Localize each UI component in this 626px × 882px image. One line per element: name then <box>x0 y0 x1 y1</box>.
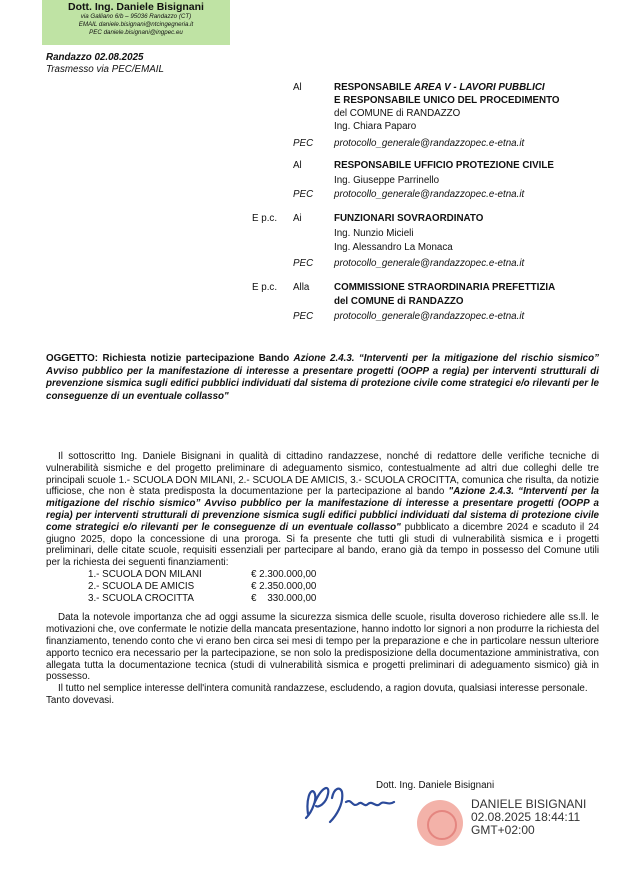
recipient-3-prefix: E p.c. <box>252 213 278 224</box>
recipient-2-to: Al <box>293 160 302 171</box>
paragraph-2: Data la notevole importanza che ad oggi assume la sicurezza sismica delle scuole, risulta doveroso richiedere alle ss.ll. le motivazioni che, ove confermate le notizie della mancata presentazione, hanno indotto lor signori a non produrre la richiesta del finanziamento, tenendo conto che vi erano ben circa sei mesi di tempo per la preparazione e che in particolare nessun ulteriore apporto tecnico era necessario per la partecipazione, se non solo la predisposizione della documentazione amministrativa, con allegata tutta la documentazione tecnica (studi di vulnerabilità sismica e progetti preliminari di adeguamento sismico) già in possesso. <box>46 612 599 683</box>
letterhead-box <box>42 0 230 45</box>
recipient-2-line-1: RESPONSABILE UFFICIO PROTEZIONE CIVILE <box>334 160 554 171</box>
recipient-2-pec[interactable]: protocollo_generale@randazzopec.e-etna.it <box>334 189 525 200</box>
subject-title: Azione 2.4.3. “Interventi per la mitigazione del rischio sismico” Avviso pubblico per la manifestazione di interesse a presentare progetti (OOPP a regia) per interventi strutturali di prevenzione sismica sugli edifici pubblici individuati dal sistema di protezione civile come strategici e/o rilevanti per le conseguenze di un eventuale collasso" <box>46 353 600 402</box>
sent-via: Trasmesso via PEC/EMAIL <box>46 64 164 75</box>
letterhead-email: EMAIL daniele.bisignani@ntcingegneria.it <box>78 21 194 28</box>
letter-body <box>46 451 599 707</box>
letterhead-name: Dott. Ing. Daniele Bisignani <box>68 1 204 13</box>
recipient-4-line-1: COMMISSIONE STRAORDINARIA PREFETTIZIA <box>334 282 556 293</box>
recipient-4-pec-label: PEC <box>293 311 314 322</box>
paragraph-4: Tanto dovevasi. <box>46 694 115 706</box>
recipient-1-line-3: del COMUNE di RANDAZZO <box>334 108 461 119</box>
recipient-4-to: Alla <box>293 282 310 293</box>
date-line: Randazzo 02.08.2025 <box>46 52 144 63</box>
recipient-3-pec-label: PEC <box>293 258 314 269</box>
recipient-4-pec[interactable]: protocollo_generale@randazzopec.e-etna.it <box>334 311 525 322</box>
funding-table <box>88 569 316 604</box>
recipient-3-line-3: Ing. Alessandro La Monaca <box>334 242 453 253</box>
subject-lead: Richiesta notizie partecipazione Bando <box>98 353 294 364</box>
funding-row: 2.- SCUOLA DE AMICIS € 2.350.000,00 <box>88 580 317 592</box>
recipient-1-pec[interactable]: protocollo_generale@randazzopec.e-etna.it <box>334 138 525 149</box>
signature-title: Dott. Ing. Daniele Bisignani <box>376 780 495 791</box>
recipient-1-to: Al <box>293 82 302 93</box>
recipient-3-line-1: FUNZIONARI SOVRAORDINATO <box>334 213 484 224</box>
funding-row: 3.- SCUOLA CROCITTA € 330.000,00 <box>88 592 317 604</box>
recipient-3-line-2: Ing. Nunzio Micieli <box>334 228 414 239</box>
subject-block <box>46 353 599 403</box>
digital-signature-timezone: GMT+02:00 <box>471 823 535 837</box>
recipient-2-pec-label: PEC <box>293 189 314 200</box>
handwritten-signature <box>298 778 418 830</box>
recipient-4-prefix: E p.c. <box>252 282 278 293</box>
paragraph-1: Il sottoscritto Ing. Daniele Bisignani in qualità di cittadino randazzese, nonché di redattore delle verifiche tecniche di vulnerabilità sismiche e del progetto preliminare di adeguamento sismico, contestualmente ad altri due colleghi delle tre principali scuole 1.- SCUOLA DON MILANI, 2.- SCUOLA DE AMICIS, 3.- SCUOLA CROCITTA, comunica che risulta, da notizie ufficiose, che non è stata predisposta la documentazione per la partecipazione al bando "Azione 2.4.3. “Interventi per la mitigazione del rischio sismico” Avviso pubblico per la manifestazione di interesse a presentare progetti (OOPP a regia) per interventi strutturali di prevenzione sismica sugli edifici pubblici individuati dal sistema di protezione civile come strategici e/o rilevanti per le conseguenze di un eventuale collasso" pubblicato a dicembre 2024 e scaduto il 24 giugno 2025, dopo la concessione di una proroga. Si fa presente che tutti gli studi di vulnerabilità sismica e i progetti preliminari, delle citate scuole, requisiti essenziali per partecipare al bando, erano già da tempo in possesso del Comune utili per la richiesta dei seguenti finanziamenti: <box>46 451 599 569</box>
recipient-1-pec-label: PEC <box>293 138 314 149</box>
digital-signature-date: 02.08.2025 18:44:11 <box>471 810 581 824</box>
recipient-3-to: Ai <box>293 213 302 224</box>
paragraph-3: Il tutto nel semplice interesse dell'intera comunità randazzese, escludendo, a ragion dovuta, qualsiasi interesse personale. <box>58 683 588 695</box>
recipient-3-pec[interactable]: protocollo_generale@randazzopec.e-etna.it <box>334 258 525 269</box>
subject-label: OGGETTO: <box>46 353 99 364</box>
digital-seal-icon <box>417 800 463 846</box>
recipient-1-line-2: E RESPONSABILE UNICO DEL PROCEDIMENTO <box>334 95 560 106</box>
recipient-1-line-1: RESPONSABILE AREA V - LAVORI PUBBLICI <box>334 82 545 93</box>
letterhead-address: via Galliano 6/b – 95036 Randazzo (CT) <box>80 13 192 20</box>
recipient-2-line-2: Ing. Giuseppe Parrinello <box>334 175 440 186</box>
funding-row: 1.- SCUOLA DON MILANI € 2.300.000,00 <box>88 568 317 580</box>
recipient-1-line-4: Ing. Chiara Paparo <box>334 121 417 132</box>
recipient-4-line-2: del COMUNE di RANDAZZO <box>334 296 464 307</box>
digital-signer-name: DANIELE BISIGNANI <box>471 797 587 811</box>
letterhead-pec: PEC daniele.bisignani@ingpec.eu <box>89 29 183 36</box>
